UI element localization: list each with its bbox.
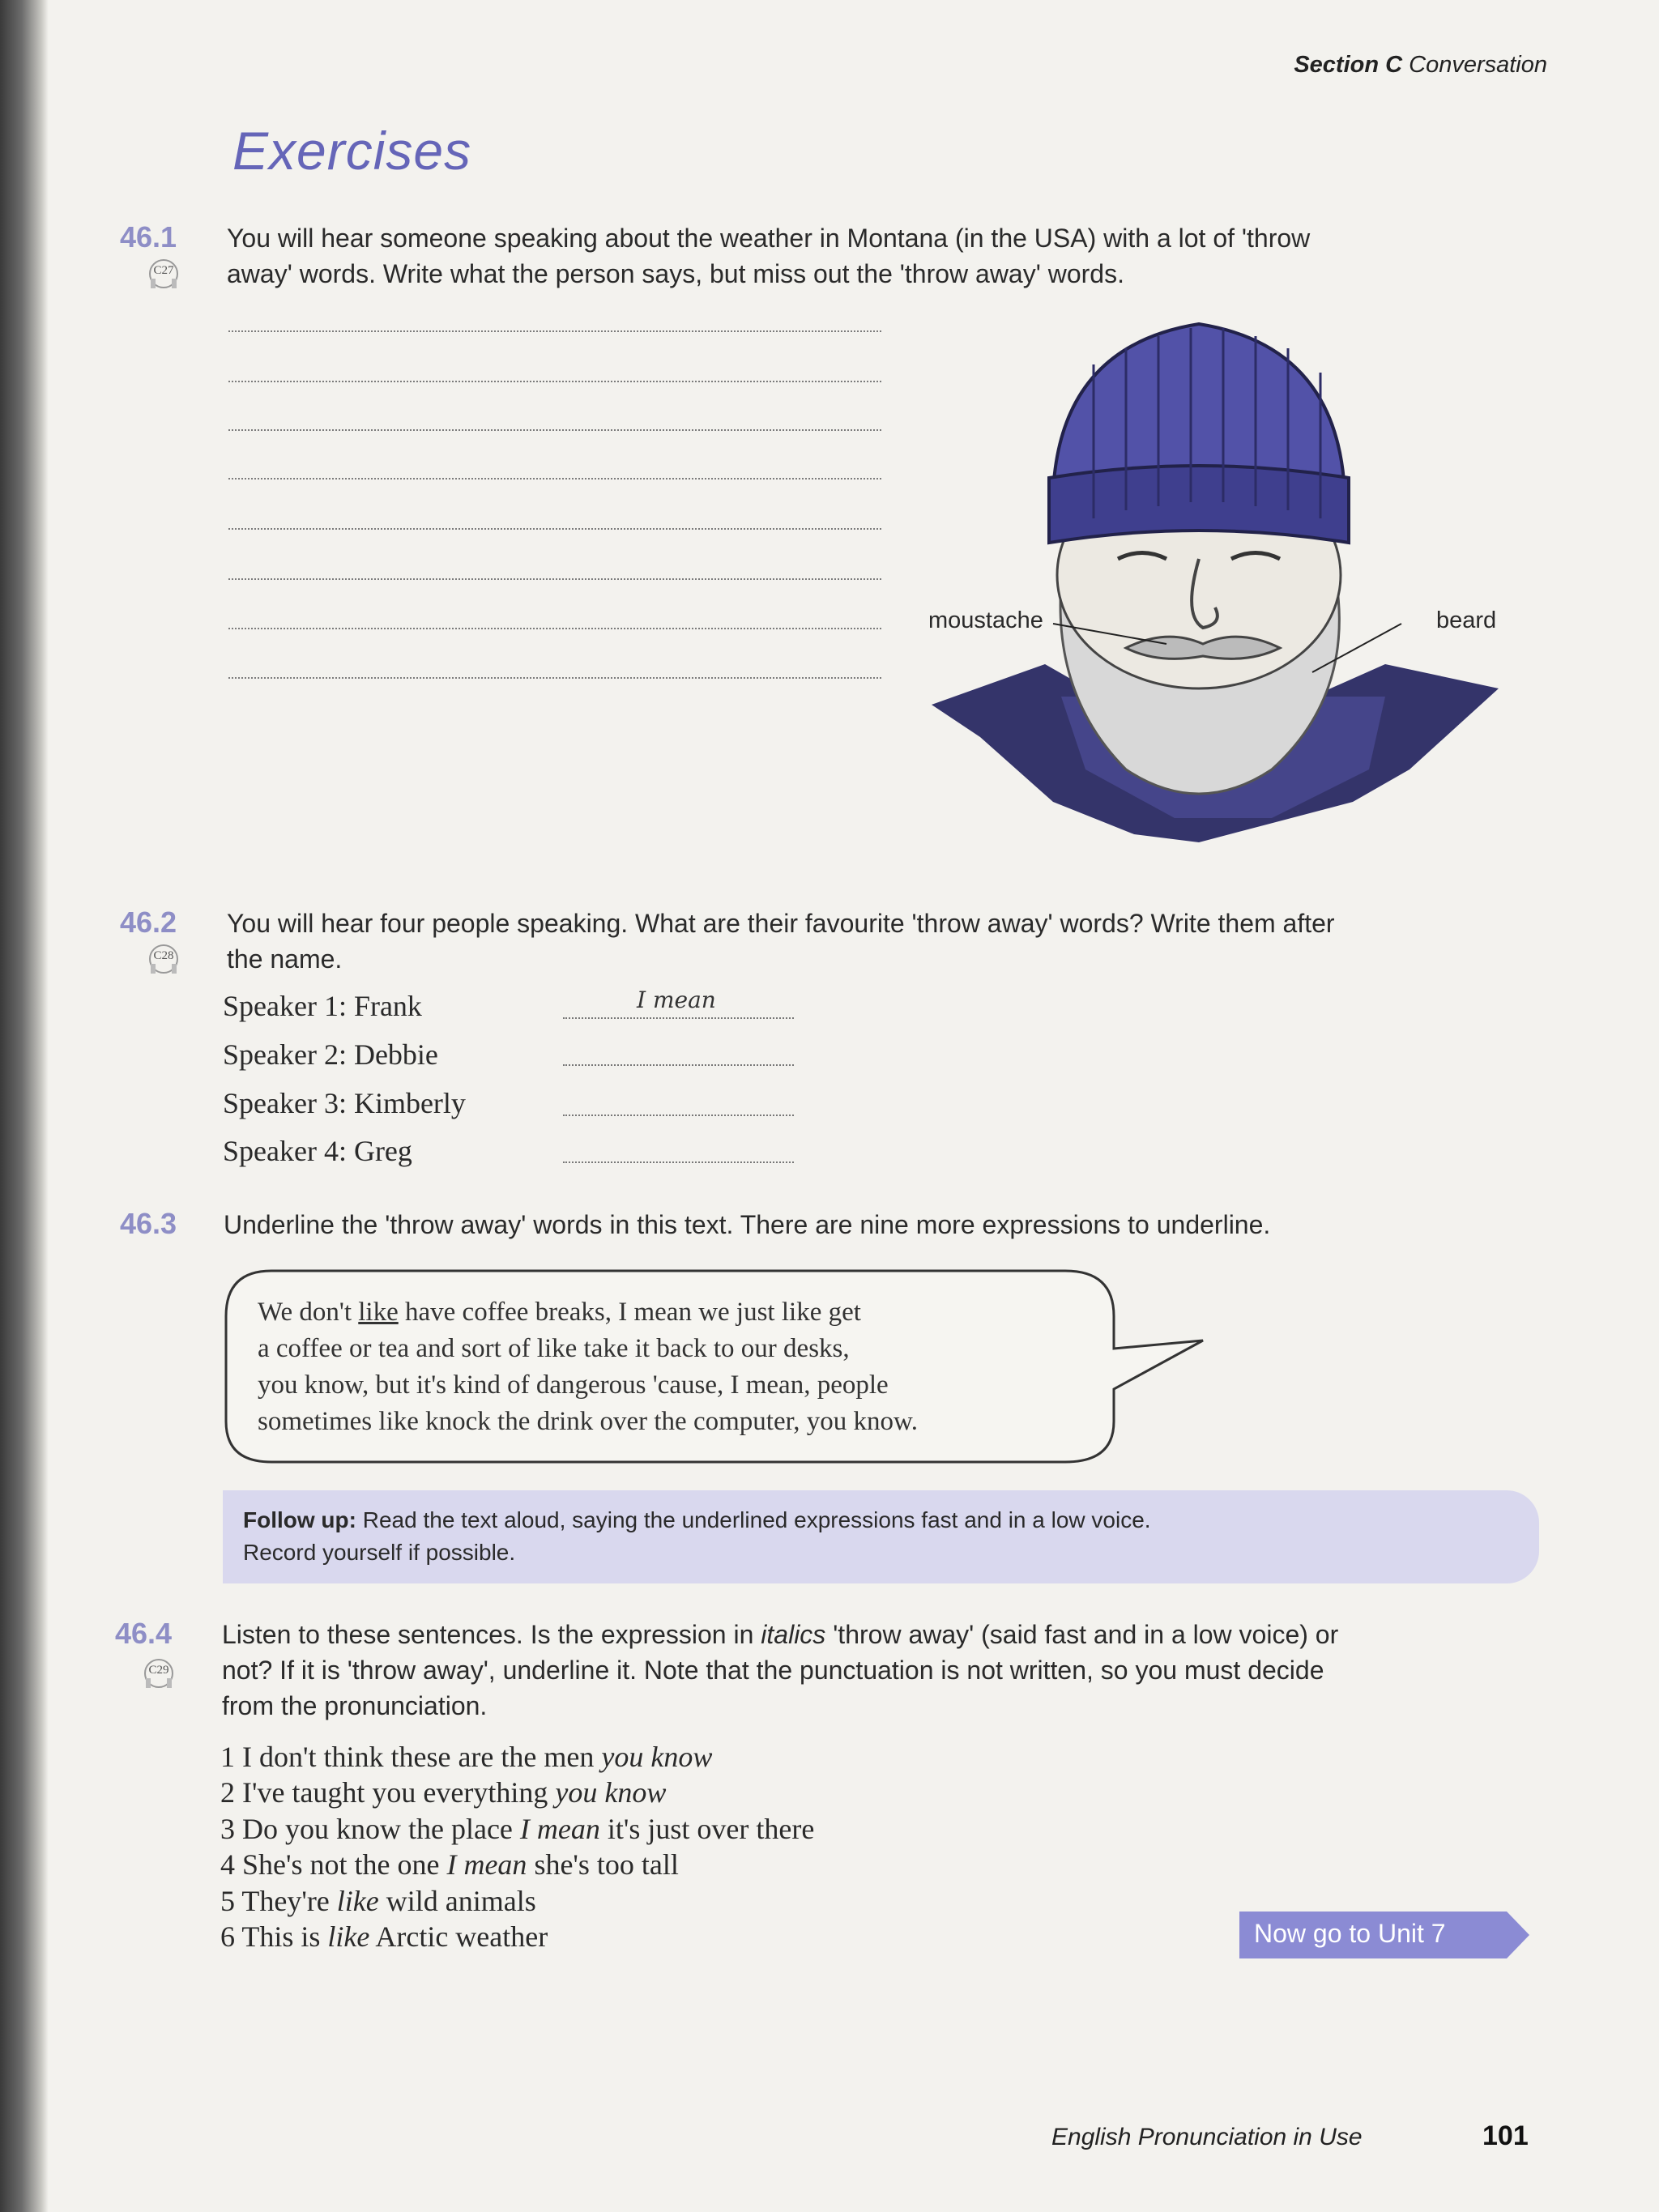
answer-line[interactable] [228,429,881,431]
page-title: Exercises [232,121,472,181]
speaker-answer-line[interactable] [563,1064,794,1066]
speaker-label: Speaker 2: Debbie [223,1038,438,1071]
next-unit-label[interactable]: Now go to Unit 7 [1254,1919,1446,1948]
speaker-label: Speaker 1: Frank [223,990,422,1022]
speaker-answer-line[interactable] [563,1115,794,1116]
speaker-label: Speaker 3: Kimberly [223,1087,466,1119]
audio-cd-icon: C27 [147,258,180,290]
page-number: 101 [1482,2120,1529,2151]
speech-bubble-text: We don't like have coffee breaks, I mean we just like get a coffee or tea and sort of like take it back to our desks, you know, but it's kind of dangerous 'cause, I mean, people sometimes like knock the drink over the computer, you know. [258,1298,918,1436]
answer-line[interactable] [228,628,881,629]
answer-line[interactable] [228,478,881,479]
beard-label: beard [1436,607,1497,633]
underlined-example: like [358,1298,399,1327]
speaker-answer-line[interactable] [563,1017,794,1019]
audio-cd-icon: C29 [143,1657,175,1690]
sentence-item: 6 This is like Arctic weather [220,1920,548,1953]
exercise-46-4-instruction: Listen to these sentences. Is the expression in italics 'throw away' (said fast and in a low voice) or not? If it is 'throw away', underline it. Note that the punctuation is not written, so you must decide from the pronunciation. [222,1620,1339,1720]
answer-line[interactable] [228,578,881,580]
sentence-item: 1 I don't think these are the men you know [220,1741,713,1773]
speaker-label: Speaker 4: Greg [223,1135,412,1167]
exercise-46-2-instruction: You will hear four people speaking. What are their favourite 'throw away' words? Write them after the name. [227,909,1335,974]
example-answer: I mean [637,987,716,1013]
exercise-number-46-1: 46.1 [120,220,177,254]
answer-line[interactable] [228,381,881,382]
exercise-number-46-2: 46.2 [120,906,177,939]
speaker-answer-line[interactable] [563,1161,794,1163]
exercise-46-3-instruction: Underline the 'throw away' words in this text. There are nine more expressions to underline. [224,1210,1271,1239]
audio-cd-icon: C28 [147,943,180,975]
answer-line[interactable] [228,528,881,530]
sentence-item: 4 She's not the one I mean she's too tall [220,1848,679,1881]
page-binding-edge [0,0,49,2212]
sentence-item: 5 They're like wild animals [220,1885,536,1917]
moustache-label: moustache [928,607,1043,633]
sentence-item: 2 I've taught you everything you know [220,1776,667,1809]
exercise-number-46-3: 46.3 [120,1207,177,1240]
exercise-number-46-4: 46.4 [115,1617,173,1650]
sentence-item: 3 Do you know the place I mean it's just over there [220,1813,815,1845]
bearded-man-illustration [932,316,1515,875]
answer-line[interactable] [228,330,881,332]
section-header: Section C Conversation [1294,52,1547,78]
answer-line[interactable] [228,677,881,679]
follow-up-text: Follow up: Read the text aloud, saying the underlined expressions fast and in a low voice. Record yourself if possible. [243,1507,1151,1565]
exercise-46-1-instruction: You will hear someone speaking about the weather in Montana (in the USA) with a lot of 'throw away' words. Write what the person says, but miss out the 'throw away' words. [227,224,1311,288]
footer-book-title: English Pronunciation in Use [1051,2124,1363,2150]
